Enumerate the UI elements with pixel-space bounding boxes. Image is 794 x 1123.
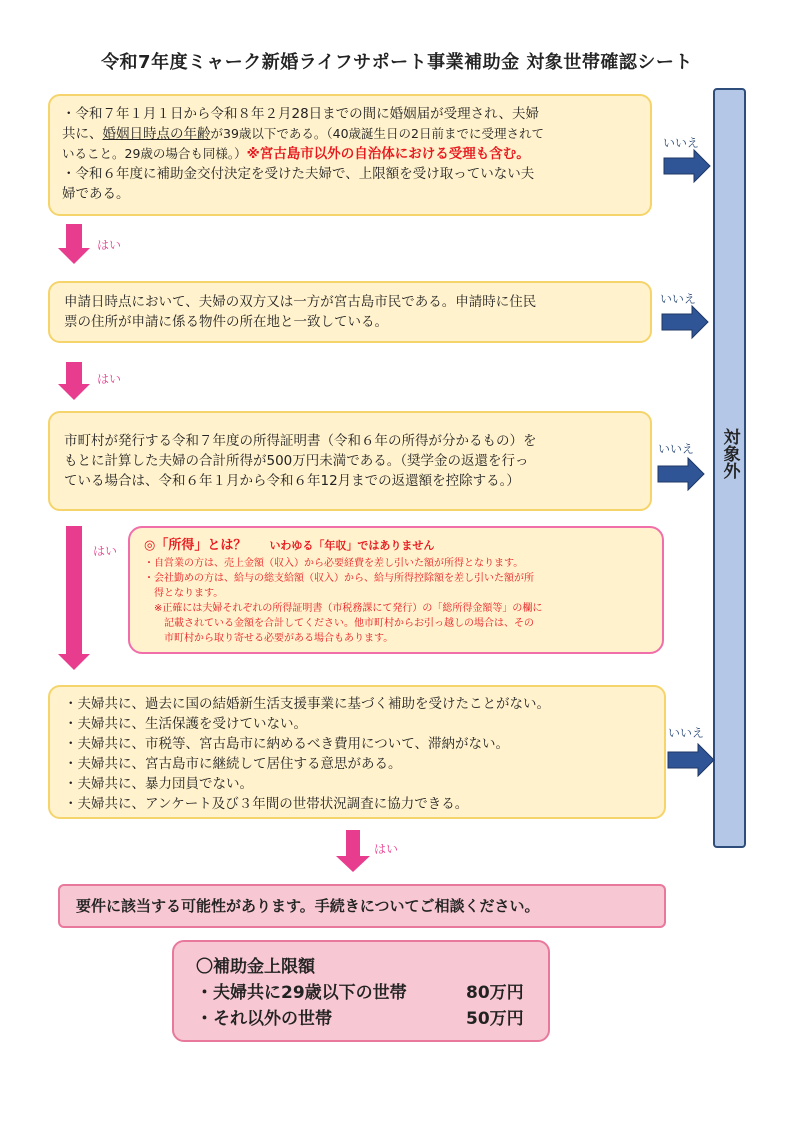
marriage-age-underline: 婚姻日時点の年齢	[102, 126, 211, 142]
income-note-line: 市町村から取り寄せる必要がある場合もあります。	[144, 633, 394, 644]
income-note-heading: ◎「所得」とは？ いわゆる「年収」ではありません	[144, 538, 435, 553]
condition-3-line-1: 市町村が発行する令和７年度の所得証明書（令和６年の所得が分かるもの）を	[64, 433, 537, 449]
no-label: いいえ	[660, 292, 697, 306]
condition-3-line-2: もとに計算した夫婦の合計所得が500万円未満である。（奨学金の返還を行っ	[64, 453, 529, 469]
no-right-arrow	[658, 458, 704, 490]
condition-1-line-2: 共に、婚姻日時点の年齢が39歳以下である。（40歳誕生日の2日前までに受理されて	[62, 126, 545, 142]
no-label: いいえ	[668, 726, 705, 740]
condition-1-line-4: ・令和６年度に補助金交付決定を受けた夫婦で、上限額を受け取っていない夫	[62, 166, 535, 182]
subsidy-limit-heading: 〇補助金上限額	[196, 957, 315, 977]
yes-label: はい	[374, 842, 399, 856]
condition-3-line-3: ている場合は、令和６年１月から令和６年12月までの返還額を控除する。）	[64, 473, 520, 489]
other-municipality-note: ※宮古島市以外の自治体における受理も含む。	[246, 146, 530, 162]
condition-4-line: ・夫婦共に、暴力団員でない。	[64, 776, 253, 792]
income-note-line: ・会社勤めの方は、給与の総支給額（収入）から、給与所得控除額を差し引いた額が所	[144, 573, 534, 584]
subsidy-limit-row: ・それ以外の世帯 50万円	[196, 1009, 524, 1029]
not-eligible-text: 対象外	[719, 428, 740, 479]
condition-4-line: ・夫婦共に、アンケート及び３年間の世帯状況調査に協力できる。	[64, 796, 469, 812]
yes-label: はい	[97, 238, 122, 252]
yes-label: はい	[97, 372, 122, 386]
no-label: いいえ	[663, 136, 700, 150]
condition-1-line-5: 婦である。	[62, 186, 130, 202]
no-right-arrow	[662, 306, 708, 338]
condition-4-line: ・夫婦共に、過去に国の結婚新生活支援事業に基づく補助を受けたことがない。	[64, 696, 550, 712]
condition-1-line-1: ・令和７年１月１日から令和８年２月28日までの間に婚姻届が受理され、夫婦	[62, 106, 539, 122]
yes-down-arrow	[336, 830, 370, 872]
yes-label: はい	[93, 544, 118, 558]
eligible-result-box: 要件に該当する可能性があります。手続きについてご相談ください。	[58, 884, 666, 928]
no-right-arrow	[668, 744, 714, 776]
no-label: いいえ	[658, 442, 695, 456]
condition-4-line: ・夫婦共に、生活保護を受けていない。	[64, 716, 307, 732]
condition-2-line-2: 票の住所が申請に係る物件の所在地と一致している。	[64, 314, 388, 330]
income-note-line: 得となります。	[144, 588, 224, 599]
no-right-arrow	[664, 150, 710, 182]
yes-down-arrow	[58, 224, 90, 264]
condition-1-line-3: いること。29歳の場合も同様。）※宮古島市以外の自治体における受理も含む。	[62, 146, 530, 162]
yes-down-arrow	[58, 526, 90, 670]
income-note-line: 記載されている金額を合計してください。他市町村からお引っ越しの場合は、その	[144, 618, 534, 629]
page-title: 令和7年度ミャーク新婚ライフサポート事業補助金 対象世帯確認シート	[101, 52, 693, 73]
subsidy-limit-row: ・夫婦共に29歳以下の世帯 80万円	[196, 983, 524, 1003]
yes-down-arrow	[58, 362, 90, 400]
income-note-line: ・自営業の方は、売上金額（収入）から必要経費を差し引いた額が所得となります。	[144, 558, 524, 569]
condition-4-line: ・夫婦共に、宮古島市に継続して居住する意思がある。	[64, 756, 402, 772]
condition-4-line: ・夫婦共に、市税等、宮古島市に納めるべき費用について、滞納がない。	[64, 736, 509, 752]
income-note-line: ※正確には夫婦それぞれの所得証明書（市税務課にて発行）の「総所得金額等」の欄に	[144, 603, 543, 614]
condition-2-line-1: 申請日時点において、夫婦の双方又は一方が宮古島市民である。申請時に住民	[64, 294, 537, 310]
